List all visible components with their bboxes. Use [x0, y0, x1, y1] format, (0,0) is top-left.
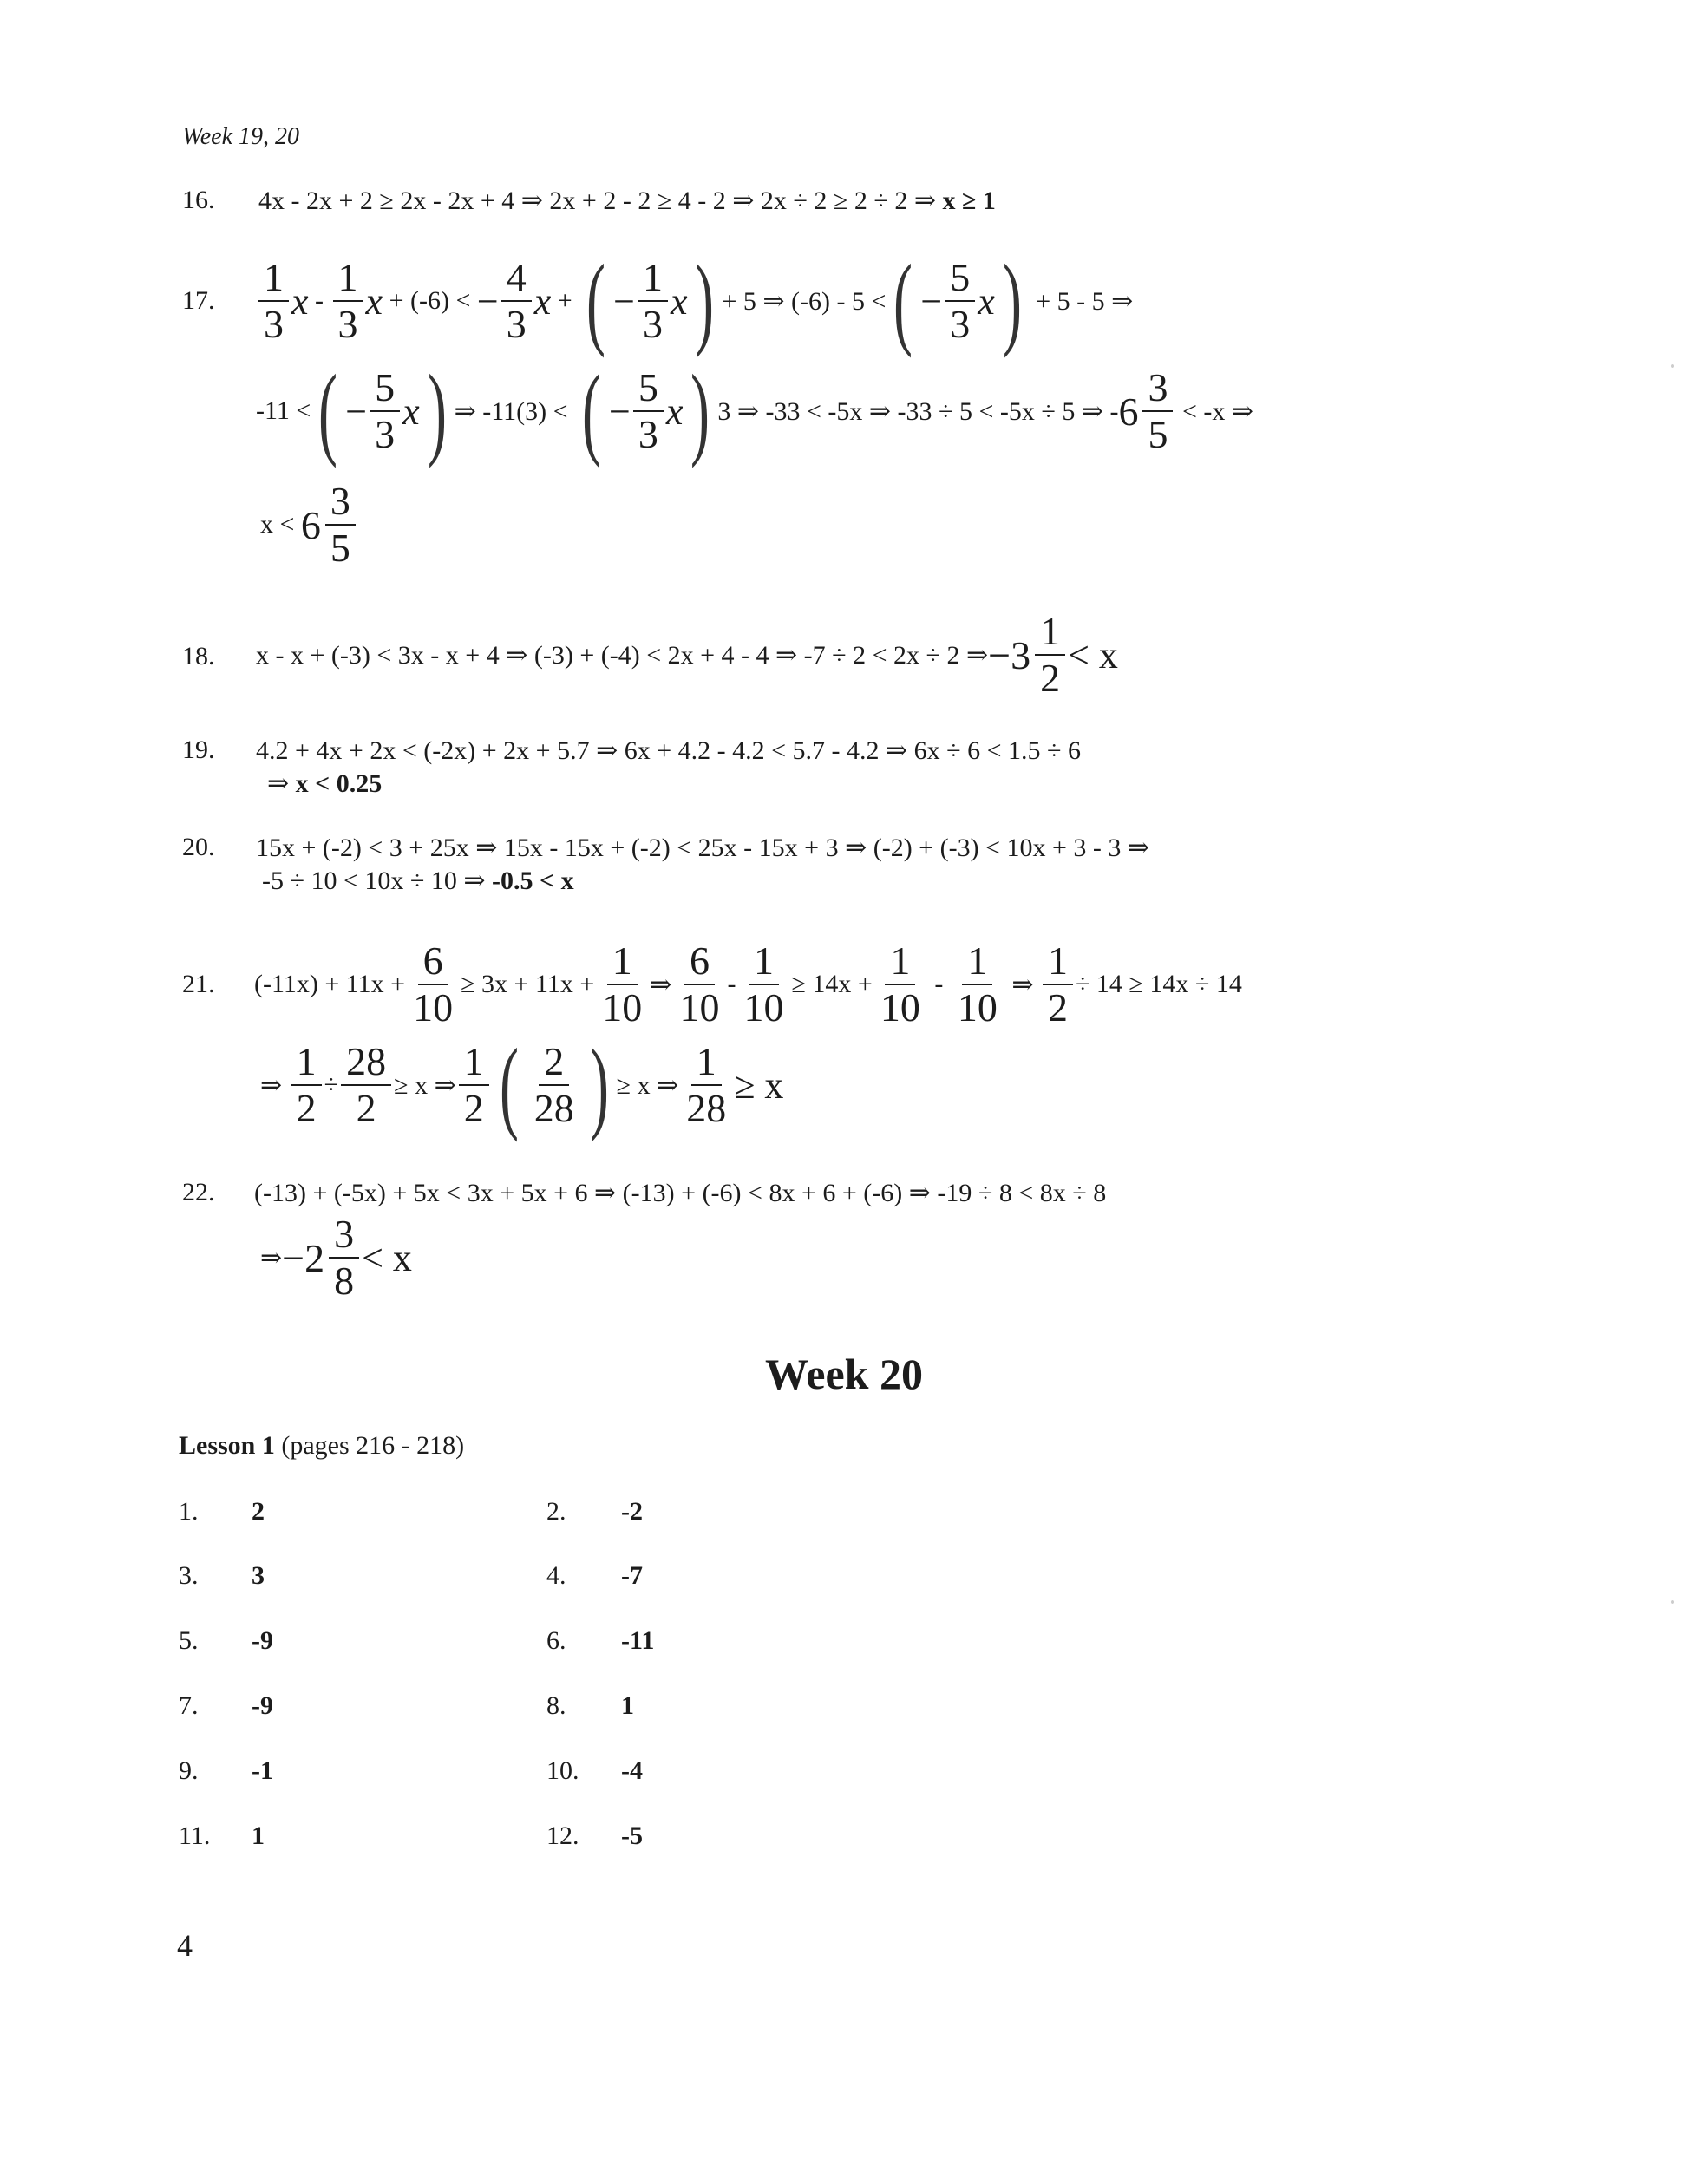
fraction: $\frac{1}{3}$ [333, 257, 363, 346]
problem-17-line-3: x < 6 $\frac{3}{5}$ [260, 477, 358, 572]
problem-19-line-1: 4.2 + 4x + 2x < (-2x) + 2x + 5.7 ⇒ 6x + 4.2 - 4.2 < 5.7 - 4.2 ⇒ 6x ÷ 6 < 1.5 ÷ 6 [256, 736, 1082, 765]
answer-number: 2. [546, 1497, 566, 1526]
answer-number: 1. [179, 1497, 199, 1526]
problem-16-equation [258, 186, 996, 216]
problem-19-number: 19. [182, 736, 215, 764]
problem-20-number: 20. [182, 833, 215, 861]
problem-20-line-2: -5 ÷ 10 < 10x ÷ 10 ⇒ -0.5 < x [262, 866, 574, 895]
parenthesis-group: ( − $\frac{5}{3}$ x ) [582, 353, 710, 468]
problem-18-number: 18. [182, 642, 215, 670]
answer-value: -11 [621, 1626, 655, 1655]
answer-number: 9. [179, 1756, 199, 1785]
answer-number: 11. [179, 1821, 211, 1850]
mixed-number: 6 $\frac{3}{5}$ [301, 481, 358, 570]
problem-18-equation: x - x + (-3) < 3x - x + 4 ⇒ (-3) + (-4) < 2x + 4 - 4 ⇒ -7 ÷ 2 < 2x ÷ 2 ⇒ −3 $\frac{1}{2}$ < x [256, 608, 1118, 700]
problem-22-line-1: (-13) + (-5x) + 5x < 3x + 5x + 6 ⇒ (-13) + (-6) < 8x + 6 + (-6) ⇒ -19 ÷ 8 < 8x ÷ 8 [254, 1179, 1107, 1207]
problem-22-number: 22. [182, 1178, 215, 1206]
answer-value: 2 [252, 1497, 265, 1526]
parenthesis-group: ( − $\frac{5}{3}$ x ) [318, 353, 447, 468]
lesson-heading: Lesson 1 (pages 216 - 218) [179, 1431, 465, 1460]
answer-value: -5 [621, 1821, 643, 1850]
mixed-number: 6 $\frac{3}{5}$ [1118, 367, 1175, 456]
answer-number: 7. [179, 1691, 199, 1720]
problem-21-number: 21. [182, 970, 215, 998]
mixed-number: −2 $\frac{3}{8}$ [282, 1213, 362, 1303]
fraction: $\frac{1}{3}$ [258, 257, 289, 346]
fraction: $\frac{4}{3}$ [501, 257, 532, 346]
answer-value: -9 [252, 1626, 273, 1655]
problem-16-result: x ≥ 1 [942, 186, 996, 215]
scan-artifact [1671, 364, 1674, 368]
problem-20-line-1: 15x + (-2) < 3 + 25x ⇒ 15x - 15x + (-2) < 25x - 15x + 3 ⇒ (-2) + (-3) < 10x + 3 - 3 ⇒ [256, 834, 1150, 862]
page-header: Week 19, 20 [182, 123, 300, 150]
problem-16-steps: 4x - 2x + 2 ≥ 2x - 2x + 4 ⇒ 2x + 2 - 2 ≥ 4 - 2 ⇒ 2x ÷ 2 ≥ 2 ÷ 2 ⇒ [258, 186, 943, 215]
problem-22-line-2: ⇒ −2 $\frac{3}{8}$ < x [260, 1211, 412, 1303]
answer-value: -9 [252, 1691, 273, 1720]
section-title: Week 20 [765, 1350, 923, 1398]
answer-value: 3 [252, 1561, 265, 1590]
problem-21-line-1: (-11x) + 11x + $\frac{6}{10}$ ≥ 3x + 11x + $\frac{1}{10}$ ⇒ $\frac{6}{10}$ - $\frac{1}{10}$ ≥ 14x + $\frac{1}{10}$ - $\frac{1}{10}$ ⇒ $\frac{1}{2}$ ÷ 14 ≥ 14x ÷ 14 [254, 938, 1242, 1030]
problem-21-line-2: ⇒ $\frac{1}{2}$ ÷ $\frac{28}{2}$ ≥ x ⇒ $\frac{1}{2}$ ( $\frac{2}{28}$ ) ≥ x ⇒ $\frac{1}{28}$ ≥ x [260, 1027, 784, 1142]
problem-17-number: 17. [182, 286, 215, 315]
answer-number: 12. [546, 1821, 579, 1850]
answer-value: 1 [252, 1821, 265, 1850]
answer-value: -4 [621, 1756, 643, 1785]
mixed-number: −3 $\frac{1}{2}$ [988, 611, 1068, 700]
answer-number: 5. [179, 1626, 199, 1655]
answer-number: 8. [546, 1691, 566, 1720]
problem-20-result: -0.5 < x [491, 866, 574, 895]
problem-19-line-2: ⇒ x < 0.25 [267, 769, 383, 798]
answer-value: -2 [621, 1497, 643, 1526]
answer-number: 10. [546, 1756, 579, 1785]
answer-number: 4. [546, 1561, 566, 1590]
problem-17-line-1: $\frac{1}{3}$ x - $\frac{1}{3}$ x + (-6) < − $\frac{4}{3}$ x + ( − $\frac{1}{3}$ x ) + 5 ⇒ (-6) - 5 < ( − $\frac{5}{3}$ x ) + 5 - 5 ⇒ [256, 253, 1133, 349]
answer-value: -7 [621, 1561, 643, 1590]
problem-16-number: 16. [182, 186, 215, 214]
answer-value: 1 [621, 1691, 634, 1720]
problem-17-line-2: -11 < ( − $\frac{5}{3}$ x ) ⇒ -11(3) < ( − $\frac{5}{3}$ x ) 3 ⇒ -33 < -5x ⇒ -33 ÷ 5 < -5x ÷ 5 ⇒ - 6 $\frac{3}{5}$ < -x ⇒ [256, 353, 1253, 468]
problem-19-result: x < 0.25 [295, 769, 383, 798]
page-number: 4 [177, 1928, 193, 1963]
answer-number: 6. [546, 1626, 566, 1655]
parenthesis-group: ( − $\frac{5}{3}$ x ) [893, 243, 1022, 358]
scan-artifact [1671, 1600, 1674, 1604]
answer-number: 3. [179, 1561, 199, 1590]
answer-value: -1 [252, 1756, 273, 1785]
parenthesis-group: ( − $\frac{1}{3}$ x ) [586, 243, 715, 358]
